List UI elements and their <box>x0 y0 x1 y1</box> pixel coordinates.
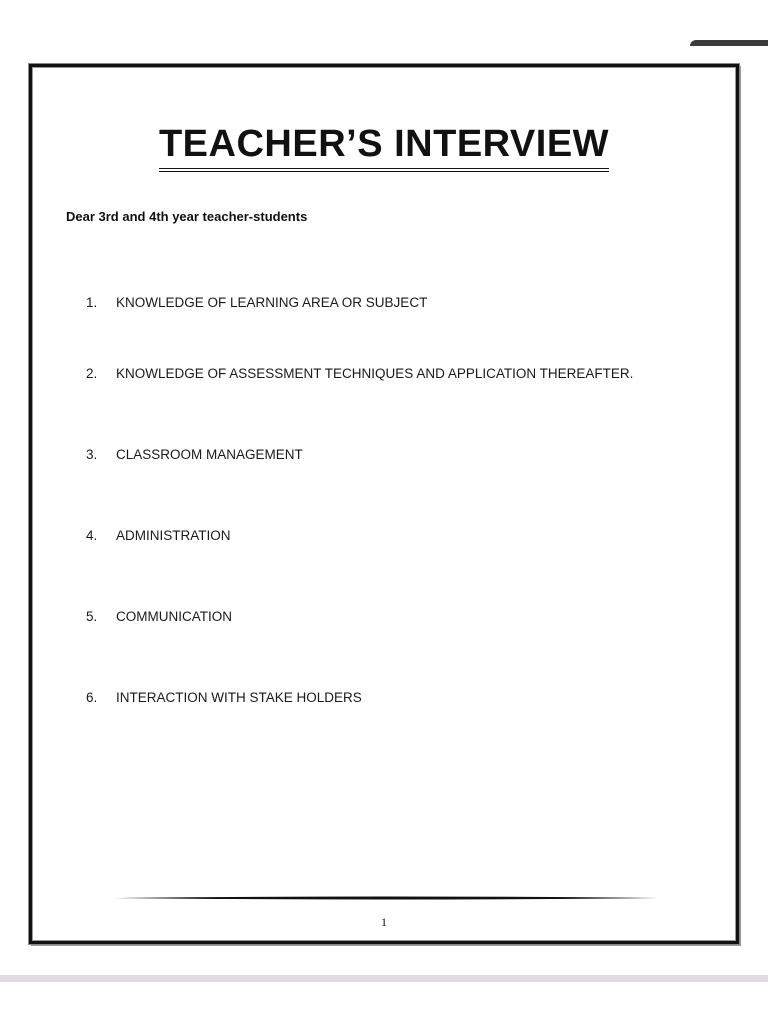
list-item <box>86 690 362 705</box>
item-number: 6. <box>86 690 98 705</box>
top-edge-tab <box>690 40 768 46</box>
item-number: 5. <box>86 609 98 624</box>
item-number: 1. <box>86 295 98 310</box>
list-item <box>86 295 427 310</box>
list-item <box>86 366 633 381</box>
item-number: 2. <box>86 366 98 381</box>
item-text: KNOWLEDGE OF LEARNING AREA OR SUBJECT <box>116 295 428 310</box>
footer-divider <box>114 896 658 900</box>
item-text: ADMINISTRATION <box>116 528 231 543</box>
page-number: 1 <box>381 915 387 929</box>
item-number: 4. <box>86 528 98 543</box>
greeting-text: Dear 3rd and 4th year teacher-students <box>66 209 308 224</box>
list-item <box>86 609 232 624</box>
list-item <box>86 447 303 462</box>
document-page <box>29 64 739 944</box>
item-text: INTERACTION WITH STAKE HOLDERS <box>116 690 362 705</box>
item-text: KNOWLEDGE OF ASSESSMENT TECHNIQUES AND APPLICATION THEREAFTER. <box>116 366 634 381</box>
page-title: TEACHER’S INTERVIEW <box>159 125 609 172</box>
item-text: CLASSROOM MANAGEMENT <box>116 447 303 462</box>
item-text: COMMUNICATION <box>116 609 232 624</box>
list-item <box>86 528 231 543</box>
bottom-divider-strip <box>0 975 768 982</box>
title-wrapper <box>32 125 736 172</box>
item-number: 3. <box>86 447 98 462</box>
